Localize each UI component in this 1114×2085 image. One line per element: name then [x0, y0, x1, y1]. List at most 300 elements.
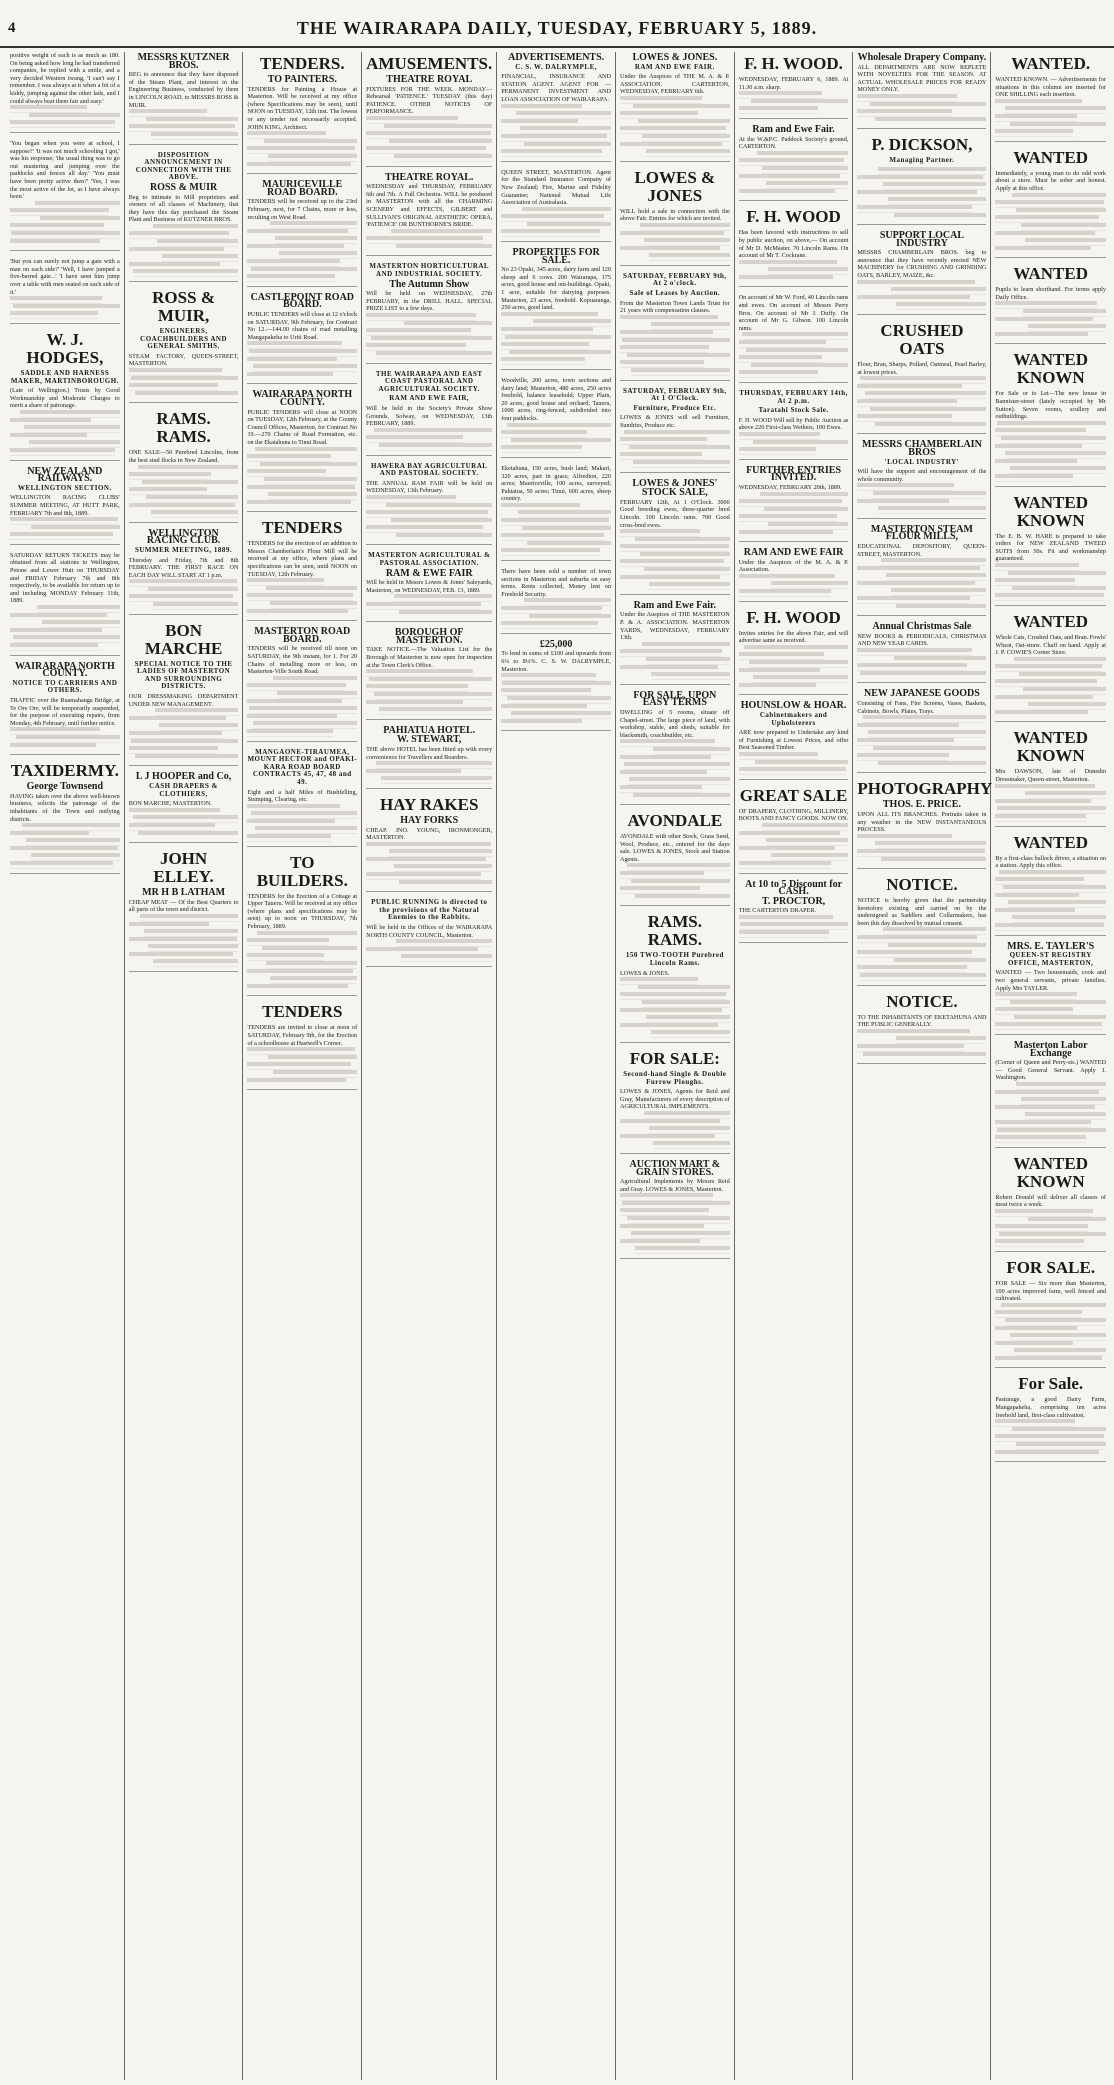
- print-filler: [739, 752, 849, 775]
- print-filler: [995, 563, 1106, 601]
- print-filler: [247, 131, 357, 169]
- advertisement: [10, 258, 120, 324]
- ad-heading: CRUSHED OATS: [880, 321, 964, 359]
- ad-heading: ROSS & MUIR,: [152, 288, 215, 326]
- advertisement: [620, 1050, 730, 1154]
- ad-body: TENDERS for Painting a House at Masterton. Will be received at my office (where Specifications may be seen), until NOON on TUESDAY, 12th inst. The lowest or any tender not necessarily accepted. JOHN KING, Architect.: [247, 85, 358, 131]
- ad-body: WANTED — Two housemaids, cook and two general servants, private families. Apply Mrs TAYLER.: [995, 969, 1106, 992]
- ad-heading: MASTERTON ROAD BOARD.: [254, 626, 351, 645]
- print-filler: [247, 578, 357, 616]
- print-filler: [129, 109, 239, 139]
- ad-heading: DISPOSITION ANNOUNCEMENT IN CONNECTION WITH THE ABOVE.: [135, 150, 232, 182]
- ad-subheading: SUMMER MEETING, 1889.: [134, 545, 233, 554]
- advertisement: [10, 331, 120, 461]
- ad-body: Will have the support and encouragement of the whole community.: [857, 468, 987, 483]
- ad-subheading: 'LOCAL INDUSTRY': [884, 457, 960, 466]
- ad-body: FEBRUARY 12th, At 1 O'Clock. 3000 Good breeding ewes, three-quarter bred Lincoln. 100 Lincoln rams. 700 Good cross-bred ewes.: [619, 498, 730, 529]
- ad-body: LOWES & JONES.: [619, 969, 670, 977]
- ad-subheading: QUEEN-ST REGISTRY OFFICE, MASTERTON,: [1007, 951, 1094, 967]
- advertisement: [857, 136, 986, 225]
- advertisement: [995, 494, 1106, 606]
- ad-body: WEDNESDAY and THURSDAY, FEBRUARY 6th and 7th. A Full Orchestra. WILL be produced in MASTERTON with all the CHARMING SCENERY and EFFECTS, GILBERT and SULLIVAN'S ORIGINAL AESTHETIC OPERA, 'PATIENCE' OR BUNTHORNE'S BRIDE.: [366, 183, 493, 229]
- print-filler: [620, 977, 730, 1038]
- ad-body: At the W.&P.C. Paddock Society's ground, CARTERTON.: [738, 135, 849, 151]
- ad-body: PUBLIC TENDERS will close at 12 o'clock on SATURDAY, 9th February, for Contract No 12.—144.00 chains of road metalling Mangapakeha to Uriti Road.: [247, 311, 358, 341]
- print-filler: [129, 465, 239, 518]
- print-filler: [366, 939, 492, 962]
- ad-body: Whole Cats, Crushed Oats, and Bran. Fowls' Wheat, Oat-straw. Chaff on hand. Apply at J. P. COWIE'S Corner Store.: [995, 633, 1107, 657]
- ad-heading: WANTED: [1013, 264, 1089, 284]
- column-5: [497, 52, 616, 2080]
- ad-body: TENDERS will be received till noon on SATURDAY, the 9th instant, for 1. For 20 Chains of metalling more or less, on Masterton-Ville South Road.: [247, 645, 358, 676]
- advertisement: [501, 377, 611, 458]
- ad-heading: F. H. WOOD: [746, 207, 841, 227]
- page-number: 4: [8, 20, 16, 36]
- print-filler: [739, 151, 849, 197]
- advertisement: [857, 623, 986, 683]
- ad-subheading: C. S. W. DALRYMPLE,: [515, 62, 598, 71]
- print-filler: [857, 834, 986, 864]
- advertisement: [619, 1158, 730, 1259]
- print-filler: [129, 808, 239, 838]
- print-filler: [739, 332, 849, 378]
- ad-body: TO THE INHABITANTS OF EKETAHUNA AND THE PUBLIC GENERALLY.: [857, 1013, 987, 1029]
- print-filler: [857, 94, 986, 124]
- ad-body: SATURDAY RETURN TICKETS may be obtained from all stations to Wellington, Petone and Lower Hutt on THURSDAY and FRIDAY February 7th and 8th respectively, to be available for return up to and including MONDAY February 11th, 1889.: [10, 551, 120, 605]
- ad-heading: THE WAIRARAPA AND EAST COAST PASTORAL AND AGRICULTURAL SOCIETY.: [375, 369, 483, 393]
- advertisement: [247, 391, 357, 512]
- advertisement: [995, 613, 1106, 723]
- ad-heading: WANTED.: [1011, 54, 1091, 73]
- ad-body: WELLINGTON RACING CLUBS' SUMMER MEETING, AT HUTT PARK, FEBRUARY 7th and 8th, 1889.: [10, 494, 120, 517]
- ad-body: TRAFFIC over the Ruamahanga Bridge, at Te Ore Ore, will be temporarily suspended, for the purpose of executing repairs, from Monday, 4th February, until further notice.: [10, 696, 120, 727]
- ad-subheading: Cabinetmakers and Upholsterers: [759, 711, 828, 727]
- ad-body: positive weight of each is as much as 180. On being asked how long he had transferred companies, he replied with a smile, and a very decided Western twang, 'I can't say I remember. I was always at it when a bit of a kiddy, jumping against the other lads, and I could always beat them fair and easy.': [10, 52, 120, 105]
- ad-heading: FOR SALE.: [1006, 1257, 1096, 1277]
- ad-body: UPON ALL ITS BRANCHES. Portraits taken in any weather in the NEW INSTANTANEOUS PROCESS.: [857, 810, 987, 834]
- print-filler: [739, 574, 849, 597]
- advertisement: [739, 208, 849, 287]
- column-8: [853, 52, 991, 2080]
- ad-heading: PUBLIC RUNNING is directed to the provisions of the Natural Enemies to the Rabbits.: [371, 898, 488, 922]
- advertisement: [10, 762, 120, 874]
- ad-subheading: NOTICE TO CARRIERS AND OTHERS.: [12, 678, 118, 695]
- advertisement: [857, 232, 986, 315]
- print-filler: [129, 224, 239, 277]
- print-filler: [620, 315, 730, 376]
- print-filler: [857, 558, 986, 611]
- print-filler: [501, 503, 611, 556]
- ad-body: Invites entries for the above Fair, and will advertise same as received.: [738, 629, 849, 645]
- print-filler: [995, 421, 1106, 482]
- print-filler: [620, 430, 730, 468]
- advertisement: [995, 55, 1106, 142]
- ad-subheading: Taratahi Stock Sale.: [758, 406, 829, 415]
- ad-heading: FURTHER ENTRIES INVITED.: [746, 464, 842, 484]
- advertisement: [857, 876, 986, 986]
- ad-subheading: MR H B LATHAM: [142, 887, 226, 899]
- ad-body: NOTICE is hereby given that the partnership heretofore existing and carried on by the undersigned as Saddlers and Collarmakers, has been this day dissolved by mutual consent.: [857, 897, 987, 927]
- column-1: [6, 52, 125, 2080]
- ad-body: CHEAP MEAT — Of the Best Quarters to all parts of the town and district.: [128, 898, 239, 914]
- ad-subheading: George Townsend: [26, 781, 104, 793]
- ad-heading: MANGAONE-TIRAUMEA, MOUNT HECTOR and OPAKI-KARA ROAD BOARD CONTRACTS 45, 47, 48 and 49.: [247, 747, 358, 786]
- advertisement: [366, 796, 492, 892]
- ad-body: NEW BOOKS & PERIODICALS, CHRISTMAS AND NEW YEAR CARDS.: [857, 632, 987, 648]
- print-filler: [995, 1303, 1106, 1364]
- ad-body: TENDERS for the erection of an addition to Messrs Chamberlain's Flour Mill will be received at my office, where plans and specifications can be seen, until NOON on TUESDAY, 12th February.: [247, 540, 358, 578]
- print-filler: [129, 914, 239, 967]
- advertisement: [129, 850, 239, 972]
- advertisement: [129, 773, 239, 843]
- ad-body: 'You began when you were at school, I suppose?' 'It was not much schooling I got,' was his response; 'the usual thing was to go out mustering and jumping over the paddocks and fences all day.' 'You must have been pretty active then?' 'Yes, I was the most active of the lot, as I have always been.': [10, 139, 120, 201]
- ad-heading: MRS. E. TAYLER'S: [1007, 940, 1095, 952]
- ad-heading: WAIRARAPA NORTH COUNTY.: [14, 660, 115, 680]
- ad-body: ARE now prepared to Undertake any kind of Furnishing at Lowest Prices, and offer Best Seasoned Timber.: [738, 729, 849, 752]
- ad-body: Mrs DAWSON, late of Dunedin Dressmaker, Queen-street, Masterton.: [995, 768, 1106, 784]
- ad-heading: AUCTION MART & GRAIN STORES.: [629, 1158, 721, 1178]
- ad-body: Immediately, a young man to do odd work about a store. Must be sober and honest. Apply at this office.: [995, 169, 1106, 192]
- advertisement: [247, 55, 357, 174]
- advertisement: [619, 689, 730, 805]
- ad-body: (Late of Wellington.) Trusts by Good Workmanship and Moderate Charges to merit a share of patronage.: [10, 387, 120, 410]
- print-filler: [995, 992, 1106, 1030]
- ad-heading: FOR SALE, UPON EASY TERMS: [633, 689, 717, 709]
- print-filler: [366, 428, 492, 451]
- ad-subheading: W. STEWART,: [397, 734, 462, 746]
- ad-heading: NEW ZEALAND RAILWAYS.: [27, 465, 103, 485]
- ad-subheading: HAY FORKS: [400, 814, 459, 826]
- ad-heading: THURSDAY, FEBRUARY 14th, At 2 p.m.: [739, 389, 848, 405]
- print-filler: [620, 1193, 730, 1254]
- ad-body: Thursday and Friday, 7th and 8th FEBRUARY. THE FIRST RACE ON EACH DAY WILL START AT 1 p.m.: [128, 556, 239, 579]
- advertisement: [995, 1259, 1106, 1369]
- advertisement: [366, 629, 492, 720]
- advertisement: [995, 149, 1106, 259]
- ad-heading: ADVERTISEMENTS.: [508, 52, 605, 63]
- ad-subheading: RAM AND EWE FAIR.: [634, 62, 715, 71]
- advertisement: [739, 55, 849, 119]
- print-filler: [501, 423, 611, 453]
- ad-heading: RAM AND EWE FAIR: [743, 547, 844, 559]
- ad-body: FOR SALE — Six more than Masterton, 100 acres improved farm, well fenced and cultivated.: [995, 1279, 1106, 1303]
- ad-heading: F. H. WOOD: [746, 607, 841, 627]
- advertisement: [10, 52, 120, 133]
- ad-body: TENDERS for the Erection of a Cottage at Upper Taueru. Will be received at my office (where plans and specifications may be seen) up to noon on THURSDAY, 7th February, 1889.: [247, 892, 358, 931]
- advertisement: [620, 169, 730, 266]
- ad-body: There have been sold a number of town sections in Masterton and suburbs on easy terms. Rents collected, Money lent on Freehold Security.: [501, 568, 611, 598]
- print-filler: [247, 931, 357, 992]
- ad-body: Pupils to learn shorthand. For terms apply Daily Office.: [995, 286, 1106, 301]
- ad-body: FINANCIAL, INSURANCE AND STATION AGENT. AGENT FOR — PERMANENT INVESTMENT AND LOAN ASSOCIATION OF WAIRARAPA.: [501, 73, 611, 103]
- ad-heading: PHOTOGRAPHY: [857, 779, 993, 799]
- print-filler: [739, 492, 849, 538]
- ad-heading: BON MARCHE: [144, 620, 223, 658]
- ad-body: Woodville, 200 acres, town sections and dairy land; Masterton, 480 acres, 250 acres freehold, balance leasehold; Upper Plain, 20 acres, good house and orchard; Taueru, 1000 acres, ring-fenced, subdivided into four paddocks.: [501, 376, 611, 422]
- ad-subheading: Furniture, Produce Etc.: [633, 403, 717, 412]
- advertisement: [995, 1375, 1106, 1462]
- ad-body: THE above HOTEL has been fitted up with every convenience for Travellers and Boarders.: [366, 745, 493, 761]
- advertisement: [10, 552, 120, 656]
- ad-heading: WANTED: [1013, 611, 1089, 631]
- ad-heading: Wholesale Drapery Company.: [857, 52, 987, 63]
- ad-body: No 23 Opaki, 345 acres, dairy farm and 120 sheep and 6 cows. 200 Wairarapa, 175 acres, good house and out-buildings. Opaki, 1 acre, suitable for dairying purposes. Masterton, 23 acres, freehold. Kopuaranga, 250 acres, good land.: [501, 266, 611, 312]
- ad-body: By a first-class bullock driver, a situation on a station. Apply this office.: [995, 854, 1106, 870]
- advertisement: [129, 410, 239, 522]
- ad-heading: F. H. WOOD.: [744, 54, 843, 73]
- ad-body: WEDNESDAY, FEBRUARY 20th, 1889.: [738, 483, 842, 491]
- print-filler: [857, 167, 986, 220]
- print-filler: [129, 708, 239, 761]
- ad-heading: Ram and Ewe Fair.: [633, 599, 717, 611]
- ad-subheading: £25,000: [539, 638, 573, 650]
- ad-body: THE CARTERTON DRAPER.: [738, 907, 817, 915]
- ad-body: To lend in sums of £100 and upwards from 6¼ to 8¼%. C. S. W. DALRYMPLE, Masterton.: [501, 650, 611, 673]
- advertisement: [501, 249, 611, 370]
- ad-heading: HOUNSLOW & HOAR.: [740, 700, 847, 712]
- ad-body: WANTED KNOWN. — Advertisements for situations in this column are inserted for ONE SHILLING each insertion.: [995, 76, 1106, 99]
- ad-body: F. H. WOOD Will sell by Public Auction as above 220 First-class Wethers, 100 Ewes.: [738, 416, 849, 432]
- ad-body: Under the Auspices of THE M. A. & P. ASSOCIATION. CARTERTON, WEDNESDAY, FEBRUARY 6th.: [619, 73, 730, 96]
- print-filler: [857, 483, 986, 513]
- ad-subheading: SADDLE AND HARNESS MAKER, MARTINBOROUGH.: [10, 369, 119, 385]
- ad-heading: NOTICE.: [886, 991, 958, 1011]
- print-filler: [857, 376, 986, 429]
- ad-heading: RAMS. RAMS.: [647, 912, 702, 950]
- ad-heading: L J HOOPER and Co,: [135, 771, 232, 783]
- ad-heading: AVONDALE: [627, 811, 723, 831]
- ad-body: EDUCATIONAL DEPOSITORY, QUEEN-STREET, MASTERTON.: [857, 542, 987, 558]
- print-filler: [366, 313, 492, 359]
- print-filler: [995, 99, 1106, 137]
- advertisement: [366, 724, 493, 789]
- advertisement: [129, 152, 239, 283]
- ad-body: TENDERS will be received up to the 23rd February, next, for 7 Chains, more or less, reculting on West Road.: [247, 198, 358, 221]
- print-filler: [366, 842, 492, 888]
- ad-body: Will be held on WEDNESDAY, 27th FEBRUARY, in the DRILL HALL. SPECIAL PRIZE LIST to a few days.: [366, 290, 493, 313]
- ad-heading: NOTICE.: [886, 875, 958, 895]
- ad-body: Robert Donald will deliver all classes of meat twice a week.: [995, 1193, 1106, 1209]
- print-filler: [739, 91, 849, 114]
- advertisement: [366, 899, 492, 967]
- ad-body: Flour, Bran, Sharps, Pollard, Oatmeal, Pearl Barley, at lowest prices.: [857, 361, 987, 376]
- advertisement: [501, 465, 611, 561]
- print-filler: [247, 1047, 357, 1085]
- print-filler: [129, 368, 239, 398]
- print-filler: [995, 1082, 1106, 1143]
- print-filler: [995, 657, 1106, 718]
- ad-heading: LOWES & JONES': [632, 477, 718, 489]
- advertisement: [857, 993, 986, 1065]
- ad-heading: MESSRS KUTZNER BROS.: [137, 52, 230, 71]
- ad-body: HAVING taken over the above well-known business, solicits the patronage of the inhabitants of the Town and outlying districts.: [10, 792, 120, 823]
- print-filler: [857, 715, 986, 768]
- ad-body: BEG to announce that they have disposed of the Steam Plant, and interest in the Engineering Business, conducted by them in LINCOLN ROAD, to MESSRS ROSS & MUIR.: [128, 71, 239, 109]
- advertisement: [620, 812, 730, 906]
- print-filler: [995, 301, 1106, 339]
- ad-heading: WAIRARAPA NORTH COUNTY.: [252, 389, 353, 408]
- ad-body: STEAM FACTORY, QUEEN-STREET, MASTERTON.: [128, 352, 239, 368]
- print-filler: [620, 96, 730, 157]
- ad-body: Eight and a half Miles of Bushfelling, Stumping, Clearing, etc.: [247, 788, 358, 804]
- ad-heading: LOWES & JONES.: [632, 52, 718, 63]
- advertisement: [366, 263, 492, 363]
- ad-body: MESSRS CHAMBERLAIN BROS. beg to announce that they have recently erected NEW MACHINERY for CRUSHING AND GRINDING OATS, BARLEY, MAIZE, &c.: [857, 249, 987, 280]
- advertisement: [619, 599, 730, 685]
- ad-heading: CASTLEPOINT ROAD BOARD.: [250, 291, 355, 311]
- advertisement: [366, 552, 492, 622]
- advertisement: [620, 388, 730, 473]
- ad-heading: For Sale.: [1018, 1374, 1084, 1394]
- advertisement: [10, 465, 120, 545]
- ad-subheading: ENGINEERS, COACHBUILDERS AND GENERAL SMITHS.: [140, 327, 228, 351]
- ad-heading: At 10 to 5 Discount for CASH.: [745, 878, 843, 898]
- print-filler: [620, 529, 730, 590]
- print-filler: [10, 823, 120, 869]
- advertisement: [619, 477, 730, 595]
- ad-body: BON MARCHE, MASTERTON.: [128, 800, 212, 808]
- advertisement: [501, 638, 611, 732]
- advertisement: [857, 523, 987, 617]
- ad-heading: SATURDAY, FEBRUARY 9th, At 1 O'Clock.: [622, 386, 727, 403]
- ad-subheading: TO PAINTERS.: [267, 74, 337, 85]
- ad-heading: JOHN ELLEY.: [153, 849, 214, 887]
- ad-heading: WANTED: [1013, 147, 1089, 167]
- ad-subheading: 150 TWO-TOOTH Purebred Lincoln Rams.: [625, 951, 724, 968]
- print-filler: [739, 823, 849, 869]
- ad-heading: WANTED KNOWN: [1013, 350, 1089, 388]
- ad-heading: MASTERTON STEAM FLOUR MILLS,: [870, 523, 973, 543]
- ad-body: DWELLING of 5 rooms, situate off Chapel-street. The large piece of land, with workshop, stable, and sheds, suitable for blacksmith, coachbuilder, etc.: [619, 708, 730, 739]
- advertisement: [10, 660, 120, 756]
- advertisement: [995, 1155, 1106, 1252]
- advertisement: [620, 913, 730, 1043]
- print-filler: [739, 432, 849, 455]
- ad-heading: PROPERTIES FOR SALE.: [512, 247, 600, 266]
- print-filler: [247, 804, 357, 842]
- ad-subheading: SPECIAL NOTICE TO THE LADIES OF MASTERTON AND SURROUNDING DISTRICTS.: [134, 659, 233, 691]
- ad-heading: WANTED: [1013, 832, 1089, 852]
- ad-heading: MASTERTON AGRICULTURAL & PASTORAL ASSOCIATION.: [368, 551, 491, 568]
- print-filler: [247, 341, 357, 379]
- ad-heading: PAHIATUA HOTEL.: [383, 724, 476, 736]
- print-filler: [857, 1029, 986, 1059]
- ad-heading: SATURDAY, FEBRUARY 9th, At 2 o'clock.: [622, 271, 727, 288]
- advertisement: [247, 1003, 357, 1090]
- ad-heading: TENDERS: [262, 1002, 343, 1022]
- print-filler: [10, 296, 120, 319]
- ad-body: OF DRAPERY, CLOTHING, MILLINERY, BOOTS AND FANCY GOODS. NOW ON.: [738, 807, 849, 823]
- print-filler: [10, 410, 120, 456]
- advertisement: [739, 702, 849, 779]
- ad-body: Will be held in the Offices of the WAIRARAPA NORTH COUNTY COUNCIL, Masterton.: [366, 924, 493, 939]
- advertisement: [739, 390, 849, 460]
- print-filler: [501, 207, 611, 237]
- ad-heading: FOR SALE:: [629, 1048, 720, 1068]
- ad-subheading: CASH DRAPERS & CLOTHIERS,: [149, 781, 218, 798]
- column-3: [243, 52, 362, 2080]
- ad-body: Will be held in the Society's Private Show Grounds, Solway, on WEDNESDAY, 13th FEBRUARY, 1889.: [366, 404, 493, 428]
- advertisement: [857, 441, 986, 518]
- advertisement: [995, 1042, 1106, 1148]
- ad-heading: WANTED KNOWN: [1013, 492, 1089, 530]
- print-filler: [10, 517, 120, 540]
- ad-body: From the Masterton Town Lands Trust for 21 years with compensation clauses.: [619, 299, 730, 315]
- print-filler: [366, 594, 492, 617]
- advertisement: [129, 622, 239, 767]
- advertisement: [995, 729, 1106, 826]
- advertisement: [10, 140, 120, 251]
- advertisement: [738, 123, 849, 201]
- columns-container: [6, 52, 1110, 2080]
- ad-body: AVONDALE with other Stock, Grass Seed, Wool, Produce, etc., entered for the days sale. LOWES & JONES, Stock and Station Agents.: [619, 833, 730, 863]
- advertisement: [738, 464, 849, 542]
- advertisement: [247, 181, 357, 287]
- print-filler: [10, 201, 120, 247]
- print-filler: [366, 761, 492, 784]
- ad-heading: Annual Christmas Sale: [872, 621, 972, 633]
- advertisement: [366, 171, 493, 257]
- ad-subheading: The Autumn Show: [389, 278, 470, 290]
- advertisement: [857, 322, 986, 434]
- advertisement: [620, 54, 730, 162]
- print-filler: [366, 669, 492, 715]
- advertisement: [995, 351, 1106, 486]
- print-filler: [501, 104, 611, 157]
- print-filler: [739, 260, 849, 283]
- advertisement: [739, 549, 849, 602]
- ad-body: ALL DEPARTMENTS ARE NOW REPLETE WITH NOVELTIES FOR THE SEASON. AT ACTUAL WHOLESALE PRICES FOR READY MONEY ONLY.: [857, 63, 987, 94]
- column-2: [125, 52, 244, 2080]
- ad-body: Agricultural Implements by Messrs Reid and Gray. LOWES & JONES, Masterton.: [619, 1178, 730, 1193]
- ad-subheading: WELLINGTON SECTION.: [17, 483, 112, 492]
- ad-subheading: RAM AND EWE FAIR,: [389, 394, 470, 403]
- print-filler: [247, 676, 357, 737]
- ad-body: THE ANNUAL RAM FAIR will be held on WEDNESDAY, 13th February.: [366, 479, 493, 495]
- ad-body: QUEEN STREET, MASTERTON. Agent for the Standard Insurance Company of New Zealand; Fire, Marine and Fidelity Guarantee; National Mutual Life Association of Australasia.: [501, 168, 611, 207]
- ad-heading: MASTERTON HORTICULTURAL AND INDUSTRIAL SOCIETY.: [369, 262, 490, 279]
- ad-heading: SUPPORT LOCAL INDUSTRY: [879, 230, 965, 249]
- ad-body: Will be held in Messrs Lowes & Jones' Saleyards, Masterton, on WEDNESDAY, FEB. 13, 1889.: [366, 579, 493, 594]
- print-filler: [366, 495, 492, 541]
- ad-body: CHEAP. JNO. YOUNG, IRONMONGER, MASTERTON.: [366, 826, 493, 842]
- ad-heading: WANTED KNOWN: [1013, 728, 1089, 766]
- advertisement: [501, 169, 611, 242]
- print-filler: [501, 598, 611, 628]
- print-filler: [995, 1419, 1106, 1457]
- ad-subheading: Managing Partner.: [889, 156, 955, 165]
- ad-body: LOWES & JONES will sell Furniture, Sundries, Produce etc.: [619, 414, 730, 429]
- advertisement: [128, 527, 239, 615]
- ad-subheading: Second-hand Single & Double Furrow Ploughs.: [623, 1069, 727, 1086]
- ad-body: Eketahuna, 150 acres, bush land; Makuri, 320 acres, part in grass; Alfredton, 220 acres; Mauriceville, 100 acres, surveyed; Pahiatua, 50 acres; Tinui, 600 acres, sheep country.: [501, 464, 611, 503]
- print-filler: [247, 447, 357, 508]
- advertisement: [247, 749, 357, 847]
- ad-heading: TO BUILDERS.: [256, 852, 348, 890]
- advertisement: [857, 779, 993, 869]
- ad-heading: W. J. HODGES,: [26, 330, 104, 367]
- ad-body: 'But you can surely not jump a gate with a man on each side?' 'Well, I have jumped a five-barred gate...' 'I have seen him jump over a table with men seated on each side of it.': [10, 258, 120, 296]
- advertisement: [247, 854, 357, 997]
- ad-heading: TENDERS: [262, 518, 343, 538]
- ad-body: Under the Auspices of the M. A. & P. Association.: [738, 558, 849, 574]
- ad-heading: WANTED KNOWN: [1013, 1153, 1089, 1191]
- ad-heading: MAURICEVILLE ROAD BOARD.: [262, 179, 343, 198]
- advertisement: [501, 54, 611, 162]
- print-filler: [620, 863, 730, 901]
- advertisement: [738, 878, 849, 943]
- ad-body: Under the Auspices of THE MASTERTON P. & A. ASSOCIATION. MASTERTON YARDS, WEDNESDAY, FEBRUARY 13th.: [619, 611, 730, 642]
